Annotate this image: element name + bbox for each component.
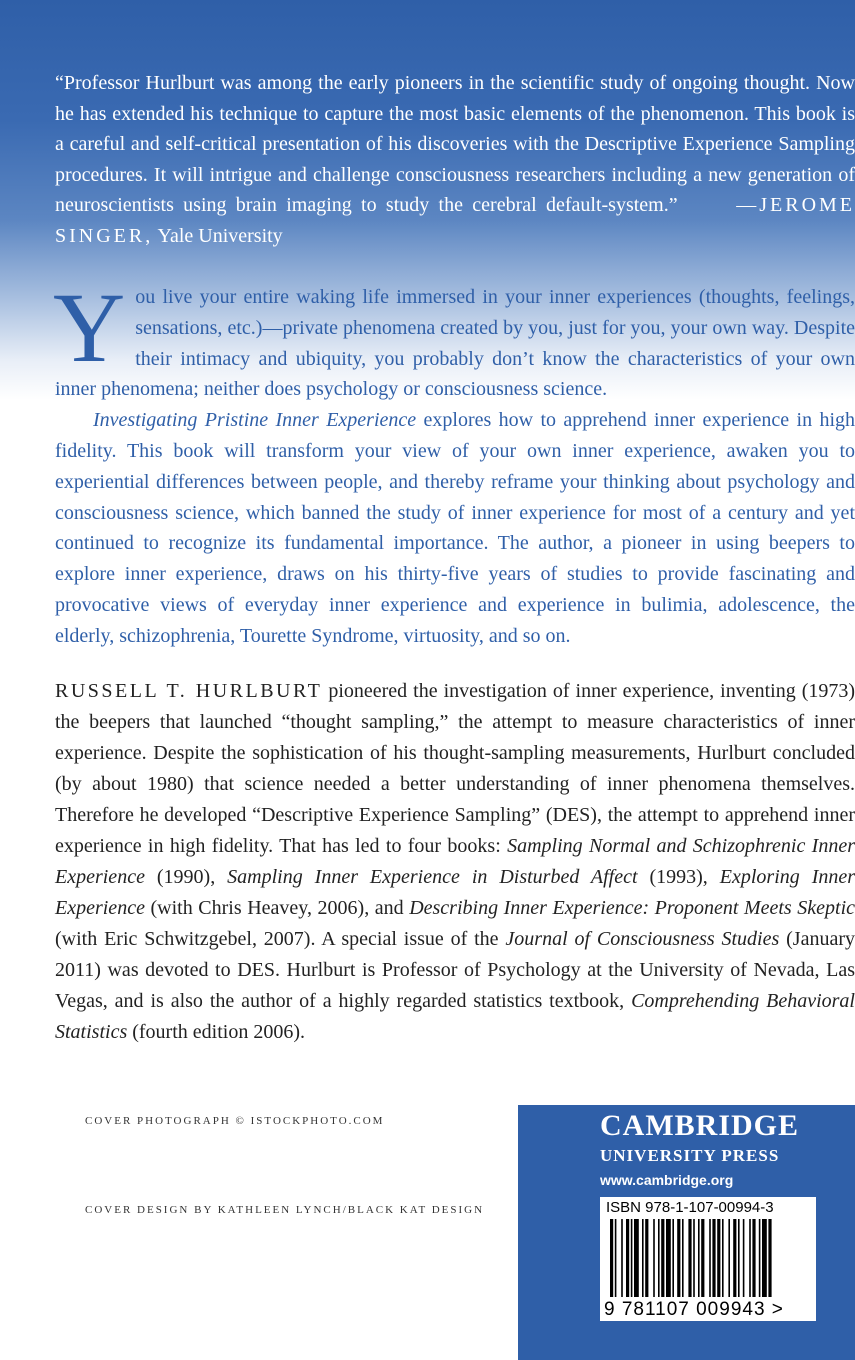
barcode-bar	[621, 1219, 623, 1297]
bio-text: (1990),	[144, 866, 228, 888]
barcode-bar	[682, 1219, 684, 1297]
photo-credit: COVER PHOTOGRAPH © ISTOCKPHOTO.COM	[85, 1115, 385, 1127]
publisher-press: UNIVERSITY PRESS	[600, 1146, 780, 1165]
quote-author: —JEROME SINGER,	[55, 194, 855, 247]
bio-text: (with Chris Heavey, 2006), and	[144, 897, 410, 919]
publisher-url: www.cambridge.org	[600, 1172, 734, 1188]
barcode-bar	[698, 1219, 700, 1297]
barcode-bar	[717, 1219, 720, 1297]
barcode-bar	[610, 1219, 613, 1297]
design-credit: COVER DESIGN BY KATHLEEN LYNCH/BLACK KAT DESIGN	[85, 1204, 485, 1216]
barcode-bar	[759, 1219, 761, 1297]
barcode-bar	[626, 1219, 629, 1297]
barcode-bar	[615, 1219, 617, 1297]
publisher-name: CAMBRIDGE	[600, 1109, 800, 1142]
author-name: RUSSELL T. HURLBURT	[55, 680, 323, 702]
barcode	[600, 1197, 816, 1321]
bio-journal-title: Journal of Consciousness Studies	[505, 928, 780, 950]
bio-text: (1993),	[637, 866, 720, 888]
barcode-bar	[743, 1219, 745, 1297]
barcode-bar	[709, 1219, 711, 1297]
barcode-bar	[722, 1219, 724, 1297]
barcode-bar	[768, 1219, 771, 1297]
barcode-number: 9 781107 009943 >	[604, 1299, 784, 1320]
bio-text: (January 2011) was devoted to DES. Hurlburt is Professor of Psychology at the University of Nevada, Las Vegas, and is also the author of a highly regarded statistics textbook,	[55, 928, 855, 1012]
publisher-block	[518, 1105, 855, 1360]
barcode-bar	[672, 1219, 674, 1297]
barcode-bar	[693, 1219, 695, 1297]
description-paragraph-2: explores how to apprehend inner experience in high fidelity. This book will transform your view of your own inner experience, awaken you to experiential differences between people, and thereby reframe your thinking about psychology and consciousness science, which banned the study of inner experience for most of a century and yet continued to recognize its fundamental importance. The author, a pioneer in using beepers to explore inner experience, draws on his thirty-five years of studies to provide fascinating and provocative views of everyday inner experience and experience in bulimia, adolescence, the elderly, schizophrenia, Tourette Syndrome, virtuosity, and so on.	[55, 409, 855, 647]
barcode-bar	[712, 1219, 715, 1297]
barcode-bar	[762, 1219, 767, 1297]
barcode-bar	[653, 1219, 655, 1297]
bio-book-title: Comprehending Behavioral Statistics	[55, 990, 855, 1043]
drop-cap: Y	[53, 272, 126, 383]
book-description	[53, 272, 855, 652]
barcode-bars	[606, 1219, 810, 1297]
bio-text: (with Eric Schwitzgebel, 2007). A special issue of the	[55, 928, 506, 950]
isbn-label: ISBN 978-1-107-00994-3	[606, 1199, 774, 1216]
bio-book-title: Exploring Inner Experience	[55, 866, 855, 919]
barcode-bar	[631, 1219, 633, 1297]
barcode-bar	[661, 1219, 664, 1297]
author-bio	[55, 676, 855, 1048]
barcode-bar	[634, 1219, 639, 1297]
barcode-bar	[728, 1219, 730, 1297]
bio-book-title: Describing Inner Experience: Proponent Meets Skeptic	[409, 897, 855, 919]
bio-book-title: Sampling Inner Experience in Disturbed Affect	[227, 866, 638, 888]
barcode-bar	[658, 1219, 660, 1297]
bio-text: pioneered the investigation of inner experience, inventing (1973) the beepers that launched “thought sampling,” the attempt to measure characteristics of inner experience. Despite the sophistication of his thought-sampling measurements, Hurlburt concluded (by about 1980) that science needed a better understanding of inner phenomena themselves. Therefore he developed “Descriptive Experience Sampling” (DES), the attempt to apprehend inner experience in high fidelity. That has led to four books:	[55, 680, 855, 857]
bio-book-title: Sampling Normal and Schizophrenic Inner Experience	[55, 835, 855, 888]
quote-text: “Professor Hurlburt was among the early pioneers in the scientific study of ongoing thought. Now he has extended his technique to capture the most basic elements of the phenomenon. This book is a careful and self-critical presentation of his discoveries with the Descriptive Experience Sampling procedures. It will intrigue and challenge consciousness researchers including a new generation of neuroscientists using brain imaging to study the cerebral default-system.”	[55, 72, 855, 216]
barcode-bar	[733, 1219, 736, 1297]
barcode-bar	[642, 1219, 644, 1297]
quote-affiliation: Yale University	[157, 224, 283, 247]
barcode-bar	[752, 1219, 755, 1297]
book-title: Investigating Pristine Inner Experience	[93, 409, 417, 432]
barcode-bar	[666, 1219, 671, 1297]
bio-text: (fourth edition 2006).	[127, 1021, 305, 1043]
barcode-bar	[645, 1219, 648, 1297]
barcode-bar	[677, 1219, 680, 1297]
barcode-bar	[688, 1219, 691, 1297]
barcode-bar	[749, 1219, 751, 1297]
endorsement-quote	[55, 68, 855, 251]
description-paragraph-1: ou live your entire waking life immersed in your inner experiences (thoughts, feelings, sensations, etc.)—private phenomena created by you, just for you, your own way. Despite their intimacy and ubiquity, you probably don’t know the characteristics of your own inner phenomena; neither does psychology or consciousness science.	[55, 286, 855, 401]
barcode-bar	[701, 1219, 704, 1297]
barcode-bar	[738, 1219, 740, 1297]
